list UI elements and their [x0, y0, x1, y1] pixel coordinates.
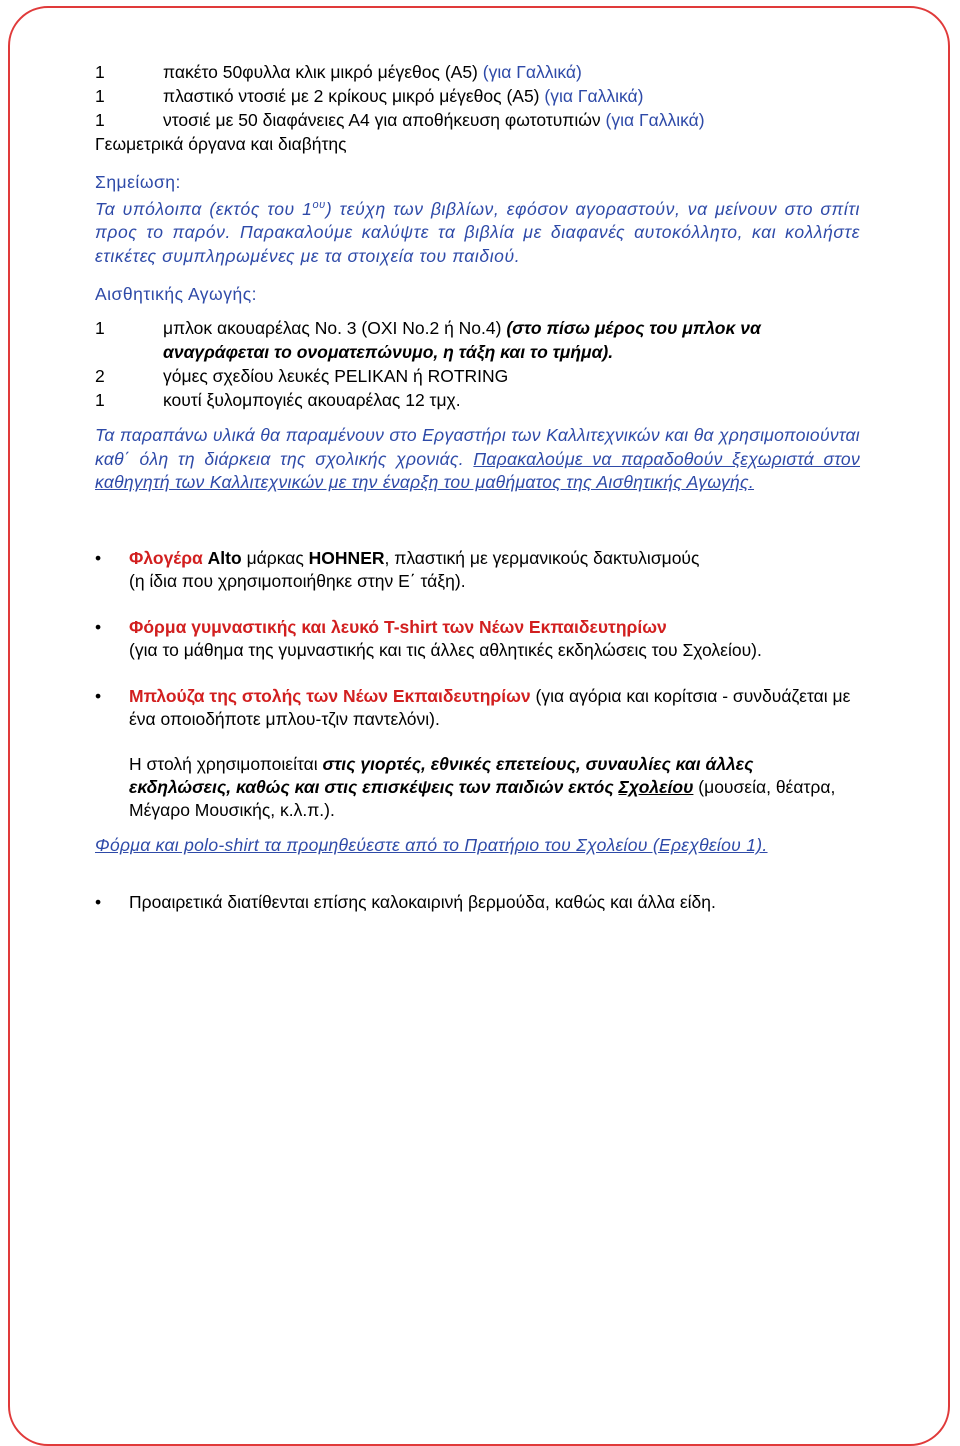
item-quantity: 2: [95, 366, 105, 387]
art-item: [95, 316, 860, 364]
geometry-line: Γεωμετρικά όργανα και διαβήτης: [95, 134, 347, 154]
uniform-usage: [129, 753, 860, 822]
item-note: (για Γαλλικά): [605, 110, 705, 130]
art-item: [95, 364, 860, 388]
document-body: [95, 60, 860, 914]
note-text: [95, 194, 860, 268]
flute-item: [95, 547, 860, 593]
item-quantity: 1: [95, 110, 105, 130]
uniform-usage-text: Η στολή χρησιμοποιείται: [129, 754, 323, 775]
flute-model: Alto: [207, 547, 242, 568]
note-text-part: Τα υπόλοιπα (εκτός του 1: [95, 198, 313, 219]
art-title: Αισθητικής Αγωγής:: [95, 284, 257, 305]
optional-item: [95, 891, 860, 914]
supply-item: [95, 60, 860, 84]
note-superscript: ου: [312, 199, 326, 211]
uniform-title: Μπλούζα της στολής των Νέων Εκπαιδευτηρίων: [129, 686, 531, 707]
item-text: πακέτο 50φυλλα κλικ μικρό μέγεθος (Α5): [163, 62, 478, 82]
note-section: [95, 170, 860, 268]
flute-brand: HOHNER: [308, 547, 385, 568]
flute-text: , πλαστική με γερμανικούς δακτυλισμούς: [384, 547, 700, 568]
item-text: κουτί ξυλομπογιές ακουαρέλας 12 τμχ.: [163, 390, 461, 411]
bullet-icon: •: [95, 892, 102, 913]
uniform-text: (για αγόρια και κορίτσια - συνδυάζεται με ένα οποιοδήποτε μπλου-τζιν παντελόνι).: [129, 686, 851, 730]
item-quantity: 1: [95, 62, 105, 82]
uniform-item: [95, 685, 860, 822]
bullet-icon: •: [95, 547, 102, 568]
art-item: [95, 388, 860, 412]
item-text: πλαστικό ντοσιέ με 2 κρίκους μικρό μέγεθος (Α5): [163, 86, 540, 106]
supply-item: [95, 108, 860, 132]
item-text: ντοσιέ με 50 διαφάνειες Α4 για αποθήκευση φωτοτυπιών: [163, 110, 601, 130]
item-text: γόμες σχεδίου λευκές PELIKAN ή ROTRING: [163, 366, 509, 387]
uniform-usage-emphasis: στις γιορτές, εθνικές επετείους, συναυλίες και άλλες εκδηλώσεις, καθώς και στις επισκέψεις των παιδιών εκτός: [129, 754, 754, 798]
art-section: [95, 282, 860, 495]
item-quantity: 1: [95, 390, 105, 411]
uniform-usage-emphasis-underlined: Σχολείου: [618, 777, 694, 798]
item-quantity: 1: [95, 318, 105, 339]
supply-item: [95, 84, 860, 108]
optional-text: Προαιρετικά διατίθενται επίσης καλοκαιρινή βερμούδα, καθώς και άλλα είδη.: [129, 892, 716, 913]
gym-text: (για το μάθημα της γυμναστικής και τις άλλες αθλητικές εκδηλώσεις του Σχολείου).: [129, 639, 762, 660]
polo-note: Φόρμα και polo-shirt τα προμηθεύεστε από το Πρατήριο του Σχολείου (Ερεχθείου 1).: [95, 835, 768, 856]
item-note: (για Γαλλικά): [544, 86, 644, 106]
gym-item: [95, 616, 860, 663]
flute-title: Φλογέρα: [129, 547, 203, 568]
gym-title: Φόρμα γυμναστικής και λευκό T-shirt των Νέων Εκπαιδευτηρίων: [129, 616, 667, 637]
item-quantity: 1: [95, 86, 105, 106]
art-paragraph: [95, 424, 860, 495]
uniform-usage-text: (μουσεία, θέατρα, Μέγαρο Μουσικής, κ.λ.π.).: [129, 777, 836, 821]
item-note: (για Γαλλικά): [482, 62, 582, 82]
flute-text: μάρκας: [241, 547, 309, 568]
flute-text-line2: (η ίδια που χρησιμοποιήθηκε στην Ε΄ τάξη).: [129, 570, 466, 591]
art-paragraph-underlined: Παρακαλούμε να παραδοθούν ξεχωριστά στον καθηγητή των Καλλιτεχνικών με την έναρξη του μαθήματος της Αισθητικής Αγωγής.: [95, 448, 861, 493]
bullet-icon: •: [95, 686, 102, 707]
bullet-icon: •: [95, 616, 102, 637]
item-text: μπλοκ ακουαρέλας Νο. 3 (ΟΧΙ Νο.2 ή Νο.4): [163, 318, 507, 339]
art-paragraph-text: Τα παραπάνω υλικά θα παραμένουν στο Εργαστήρι των Καλλιτεχνικών και θα χρησιμοποιούνται καθ΄ όλη τη διάρκεια της σχολικής χρονιάς.: [95, 425, 860, 469]
note-text-part: ) τεύχη των βιβλίων, εφόσον αγοραστούν, να μείνουν στο σπίτι προς το παρόν. Παρακαλούμε καλύψτε τα βιβλία με διαφανές αυτοκόλλητο, και κολλήστε ετικέτες συμπληρωμένες με τα στοιχεία του παιδιού.: [95, 198, 860, 266]
supplies-list: [95, 60, 860, 156]
note-title: Σημείωση:: [95, 172, 181, 192]
item-emphasis: (στο πίσω μέρος του μπλοκ να αναγράφεται το ονοματεπώνυμο, η τάξη και το τμήμα).: [163, 318, 761, 363]
